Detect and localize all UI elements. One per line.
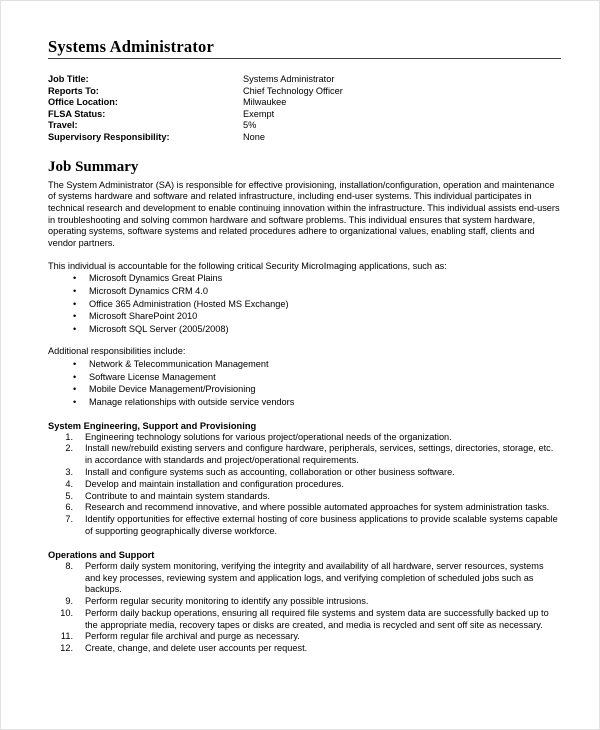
list-item [48,631,561,643]
list-item-label: Microsoft SQL Server (2005/2008) [89,323,229,334]
list-item [48,383,561,396]
list-item-label: Perform regular file archival and purge as necessary. [85,631,300,642]
table-row [48,97,343,109]
job-meta-table [48,74,343,144]
additional-responsibilities-list [48,358,561,408]
list-item-label: Perform daily system monitoring, verifying the integrity and availability of all hardware, server resources, systems and key processes, reviewing system and application logs, and verifying completion of scheduled jobs such as backups. [85,560,544,595]
list-item-label: Install and configure systems such as accounting, collaboration or other business software. [85,466,455,477]
engineering-duties-list [48,432,561,538]
bullet-icon: • [73,384,77,395]
list-item [48,323,561,336]
meta-value: None [243,131,265,142]
title-divider [48,58,561,59]
list-item [48,514,561,538]
list-item [48,396,561,409]
list-item-label: Identify opportunities for effective external hosting of core business applications to provide scalable systems capable of supporting geographically diverse workforce. [85,514,558,536]
spacer [48,250,561,261]
meta-value: 5% [243,120,257,131]
table-row [48,120,343,132]
list-item-number: 1. [65,431,73,442]
meta-label: Supervisory Responsibility: [48,131,170,142]
list-item [48,596,561,608]
job-summary-heading: Job Summary [48,158,139,175]
table-row [48,109,343,121]
document-content [48,37,561,655]
bullet-icon: • [73,273,77,284]
list-item [48,561,561,596]
spacer [48,409,561,420]
bullet-icon: • [73,359,77,370]
bullet-icon: • [73,286,77,297]
list-item [48,285,561,298]
list-item-number: 12. [60,643,73,654]
list-item [48,310,561,323]
table-row [48,86,343,98]
list-item [48,643,561,655]
list-item [48,467,561,479]
page-title: Systems Administrator [48,37,214,56]
section-heading-operations: Operations and Support [48,549,155,560]
list-item-number: 5. [65,490,73,501]
operations-duties-list [48,561,561,655]
list-item-number: 9. [65,596,73,607]
applications-list [48,272,561,335]
meta-label: Travel: [48,120,78,131]
list-item-label: Microsoft SharePoint 2010 [89,311,198,322]
list-item-number: 4. [65,478,73,489]
meta-label: FLSA Status: [48,108,106,119]
list-item-number: 6. [65,502,73,513]
list-item-label: Microsoft Dynamics CRM 4.0 [89,286,208,297]
list-item-number: 8. [65,560,73,571]
list-item-label: Mobile Device Management/Provisioning [89,384,256,395]
list-item-label: Perform regular security monitoring to identify any possible intrusions. [85,596,369,607]
spacer [48,144,561,159]
list-item-label: Research and recommend innovative, and where possible automated approaches for system administration tasks. [85,502,550,513]
section-heading-engineering: System Engineering, Support and Provisioning [48,420,257,431]
list-item [48,432,561,444]
list-item-label: Create, change, and delete user accounts per request. [85,643,308,654]
job-summary-paragraph: The System Administrator (SA) is responsible for effective provisioning, installation/configuration, operation and maintenance of systems hardware and software and related infrastructure, including end-user systems. This individual participates in technical research and development to enable continuing innovation within the infrastructure. This individual assists end-users in troubleshooting and solving common hardware and software problems. This individual ensures that system hardware, operating systems, software systems and related procedures adhere to organizational values, enabling staff, clients and vendor partners. [48,179,560,249]
meta-value: Chief Technology Officer [243,85,343,96]
list-item [48,502,561,514]
additional-responsibilities-intro: Additional responsibilities include: [48,346,186,357]
list-item-label: Manage relationships with outside service vendors [89,396,295,407]
list-item-label: Software License Management [89,371,216,382]
applications-intro: This individual is accountable for the following critical Security MicroImaging applications, such as: [48,260,447,271]
list-item-number: 2. [65,443,73,454]
meta-value: Milwaukee [243,97,287,108]
list-item [48,371,561,384]
list-item-label: Contribute to and maintain system standards. [85,490,270,501]
list-item-label: Perform daily backup operations, ensuring all required file systems and system data are successfully backed up to the appropriate media, recovery tapes or disks are created, and media is recycled and sent off site as necessary. [85,607,549,630]
list-item-number: 3. [65,466,73,477]
bullet-icon: • [73,371,77,382]
table-row [48,132,343,144]
meta-label: Office Location: [48,97,118,108]
list-item [48,272,561,285]
bullet-icon: • [73,298,77,309]
meta-value: Exempt [243,108,275,119]
list-item [48,479,561,491]
list-item [48,358,561,371]
bullet-icon: • [73,311,77,322]
list-item [48,443,561,467]
list-item [48,491,561,503]
list-item-label: Engineering technology solutions for various project/operational needs of the organization. [85,431,452,442]
list-item-label: Network & Telecommunication Management [89,359,269,370]
list-item [48,298,561,311]
list-item-number: 7. [65,514,73,525]
list-item-label: Office 365 Administration (Hosted MS Exchange) [89,298,289,309]
list-item-label: Install new/rebuild existing servers and configure hardware, peripherals, services, settings, directories, storage, etc. in accordance with standards and project/operational requirements. [85,443,554,466]
spacer [48,335,561,346]
list-item-label: Develop and maintain installation and configuration procedures. [85,478,344,489]
meta-label: Job Title: [48,74,89,84]
table-row [48,74,343,86]
spacer [48,538,561,549]
job-meta-body [48,74,343,144]
list-item-label: Microsoft Dynamics Great Plains [89,273,223,284]
bullet-icon: • [73,323,77,334]
bullet-icon: • [73,396,77,407]
list-item-number: 10. [60,607,73,618]
list-item-number: 11. [60,631,73,642]
meta-value: Systems Administrator [243,74,335,84]
meta-label: Reports To: [48,85,99,96]
list-item [48,608,561,632]
